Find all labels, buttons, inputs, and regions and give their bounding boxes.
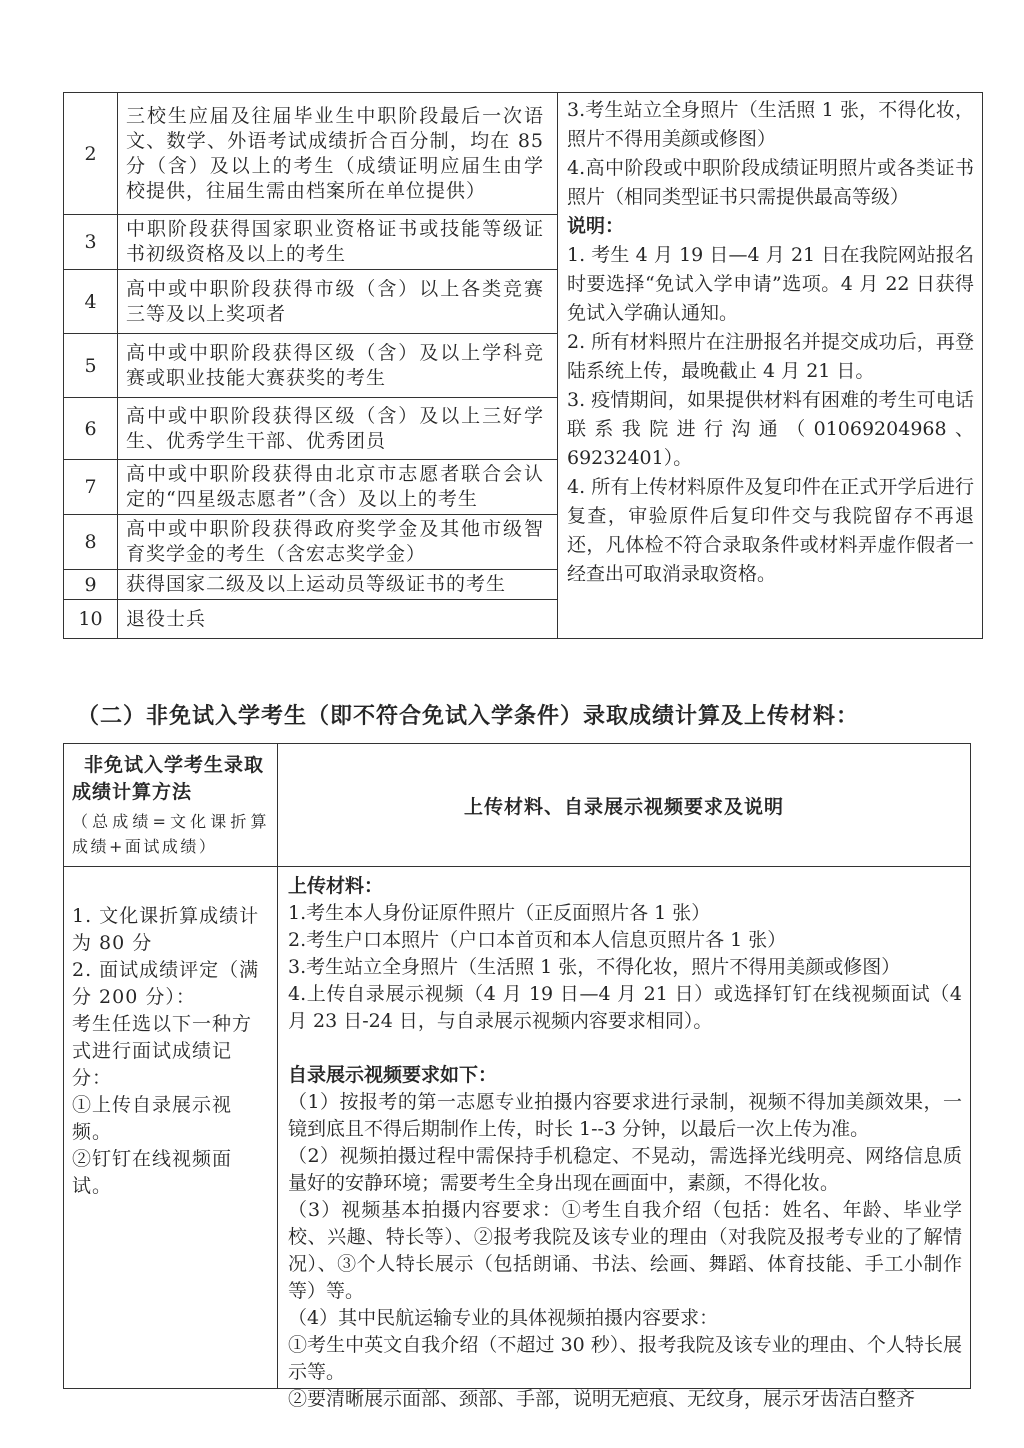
row-number: 9 [64, 570, 118, 600]
score-method-cell [64, 867, 278, 1389]
condition-text: 高中或中职阶段获得政府奖学金及其他市级智育奖学金的考生（含宏志奖学金） [118, 515, 558, 570]
materials-item: 4.上传自录展示视频（4 月 19 日—4 月 21 日）或选择钉钉在线视频面试（4 月 23 日-24 日，与自录展示视频内容要求相同）。 [288, 983, 962, 1032]
video-requirement-item: （3）视频基本拍摄内容要求：①考生自我介绍（包括：姓名、年龄、毕业学校、兴趣、特长等）、②报考我院及该专业的理由（对我院及报考专业的了解情况）、③个人特长展示（包括朗诵、书法、绘画、舞蹈、体育技能、手工小制作等）等。 [288, 1199, 962, 1302]
materials-notes-cell [558, 93, 983, 639]
condition-text: 中职阶段获得国家职业资格证书或技能等级证书初级资格及以上的考生 [118, 215, 558, 270]
condition-text: 三校生应届及往届毕业生中职阶段最后一次语文、数学、外语考试成绩折合百分制，均在 85 分（含）及以上的考生（成绩证明应届生由学校提供，往届生需由档案所在单位提供） [118, 93, 558, 215]
video-requirement-item: ②要清晰展示面部、颈部、手部，说明无疤痕、无纹身，展示牙齿洁白整齐 [288, 1388, 916, 1410]
video-requirement-item: （2）视频拍摄过程中需保持手机稳定、不晃动，需选择光线明亮、网络信息质量好的安静环境；需要考生全身出现在画面中，素颜，不得化妆。 [288, 1145, 962, 1194]
video-requirements-subheading: 自录展示视频要求如下： [288, 1064, 498, 1086]
note-paragraph: 3. 疫情期间，如果提供材料有困难的考生可电话联系我院进行沟通（01069204968、69232401）。 [567, 389, 974, 469]
video-requirement-item: ①考生中英文自我介绍（不超过 30 秒）、报考我院及该专业的理由、个人特长展示等。 [288, 1334, 962, 1383]
materials-item: 2.考生户口本照片（户口本首页和本人信息页照片各 1 张） [288, 929, 787, 951]
non-exemption-table [63, 743, 971, 1410]
note-paragraph: 1. 考生 4 月 19 日—4 月 21 日在我院网站报名时要选择“免试入学申请”选项。4 月 22 日获得免试入学确认通知。 [567, 244, 974, 324]
row-number: 4 [64, 270, 118, 334]
row-number: 6 [64, 398, 118, 460]
note-paragraph: 4. 所有上传材料原件及复印件在正式开学后进行复查，审验原件后复印件交与我院留存不再退还，凡体检不符合录取条件或材料弄虚作假者一经查出可取消录取资格。 [567, 476, 974, 585]
exemption-conditions-table [63, 92, 983, 639]
score-method-item: ②钉钉在线视频面试。 [72, 1148, 233, 1197]
materials-requirements-content [288, 873, 962, 1410]
table-row [64, 93, 983, 215]
row-number: 5 [64, 334, 118, 398]
table-body-row [64, 867, 971, 1389]
condition-text: 高中或中职阶段获得由北京市志愿者联合会认定的“四星级志愿者”（含）及以上的考生 [118, 460, 558, 515]
condition-text: 获得国家二级及以上运动员等级证书的考生 [118, 570, 558, 600]
score-method-header-cell [64, 744, 278, 867]
score-method-item: 考生任选以下一种方式进行面试成绩记分： [72, 1013, 253, 1089]
video-requirement-item: （1）按报考的第一志愿专业拍摄内容要求进行录制，视频不得加美颜效果，一镜到底且不得后期制作上传，时长 1--3 分钟，以最后一次上传为准。 [288, 1091, 962, 1140]
table-header-row [64, 744, 971, 867]
materials-subheading: 上传材料： [288, 875, 384, 897]
score-method-title: 非免试入学考生录取成绩计算方法 [72, 754, 265, 803]
section-heading: （二）非免试入学考生（即不符合免试入学条件）录取成绩计算及上传材料： [77, 703, 860, 729]
row-number: 7 [64, 460, 118, 515]
materials-requirements-cell [278, 867, 971, 1410]
row-number: 3 [64, 215, 118, 270]
row-number: 10 [64, 600, 118, 639]
score-method-formula: （总成绩=文化课折算成绩+面试成绩） [72, 812, 269, 856]
note-paragraph: 说明： [567, 215, 625, 237]
note-paragraph: 2. 所有材料照片在注册报名并提交成功后，再登陆系统上传，最晚截止 4 月 21 日。 [567, 331, 974, 382]
score-method-item: ①上传自录展示视频。 [72, 1094, 233, 1143]
condition-text: 高中或中职阶段获得区级（含）及以上三好学生、优秀学生干部、优秀团员 [118, 398, 558, 460]
video-requirement-item: （4）其中民航运输专业的具体视频拍摄内容要求： [288, 1307, 719, 1329]
note-paragraph: 3.考生站立全身照片（生活照 1 张，不得化妆，照片不得用美颜或修图） [567, 99, 974, 150]
condition-text: 高中或中职阶段获得区级（含）及以上学科竞赛或职业技能大赛获奖的考生 [118, 334, 558, 398]
materials-item: 3.考生站立全身照片（生活照 1 张，不得化妆，照片不得用美颜或修图） [288, 956, 901, 978]
score-method-item: 2. 面试成绩评定（满分 200 分）： [72, 959, 260, 1008]
materials-header-cell: 上传材料、自录展示视频要求及说明 [278, 744, 971, 867]
note-paragraph: 4.高中阶段或中职阶段成绩证明照片或各类证书照片（相同类型证书只需提供最高等级） [567, 157, 974, 208]
row-number: 8 [64, 515, 118, 570]
condition-text: 退役士兵 [118, 600, 558, 639]
materials-item: 1.考生本人身份证原件照片（正反面照片各 1 张） [288, 902, 711, 924]
condition-text: 高中或中职阶段获得市级（含）以上各类竞赛三等及以上奖项者 [118, 270, 558, 334]
row-number: 2 [64, 93, 118, 215]
score-method-item: 1. 文化课折算成绩计为 80 分 [72, 905, 260, 954]
